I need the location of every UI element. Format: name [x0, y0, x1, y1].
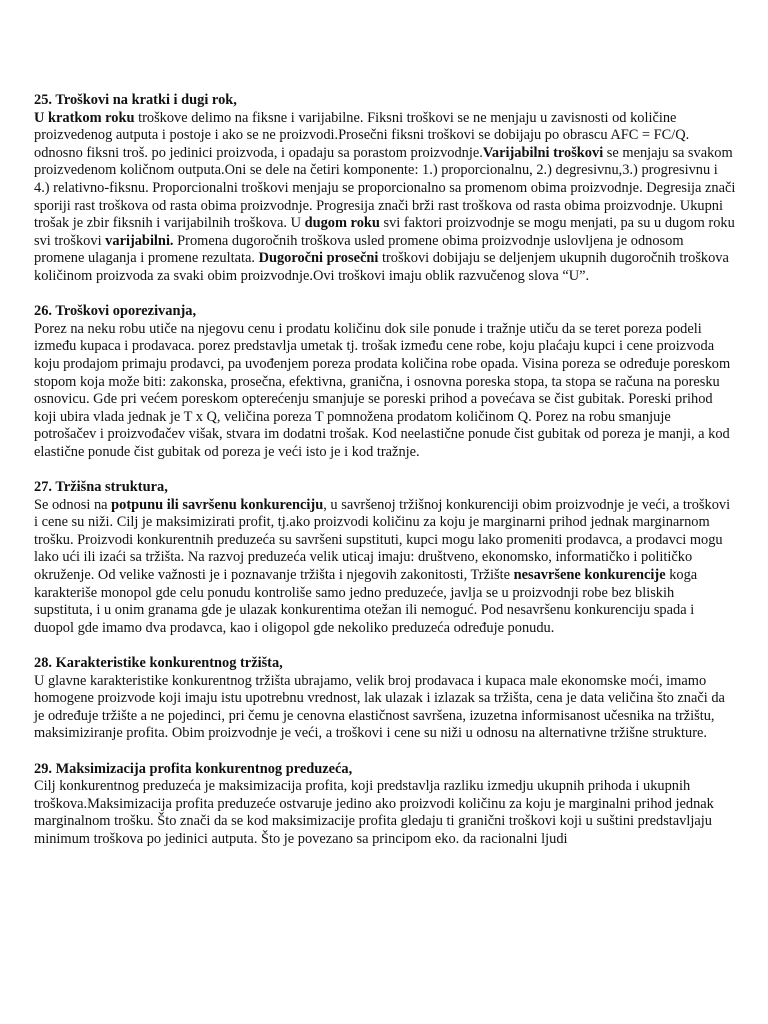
section-29: [34, 761, 736, 849]
bold-term: nesavršene konkurencije: [513, 567, 666, 584]
text-run: Porez na neku robu utiče na njegovu cenu i prodatu količinu dok sile ponude i tražnje utiču da se teret poreza podeli između kupaca i prodavaca. porez predstavlja umetak tj. trošak između cene robe, koju plaćaju kupci i cene proizvoda koju prodajom primaju prodavci, pa uvođenjem poreza prodata količina robe opada. Visina poreza se određuje poreskom stopom koja može biti: zakonska, prosečna, efektivna, granična, i osnovna poreska stopa, ta stopa se računa na poresku osnovicu. Gde pri većem poreskom opterećenju smanjuje se poreski prihod a povećava se čist gubitak. Poreski prihod koji ubira vlada jednak je T x Q, veličina poreza T pomnožena prodatom količinom Q. Porez na robu smanjuje potrošačev i proizvođačev višak, stvara im dodatni trošak. Kod neelastične ponude čist gubitak od poreza je manji, a kod elastične ponude čist gubitak od poreza je veći isto je i kod tražnje.: [34, 320, 731, 460]
text-run: U glavne karakteristike konkurentnog tržišta ubrajamo, velik broj prodavaca i kupaca male ekonomske moći, imamo homogene proizvode koji imaju istu upotrebnu vrednost, lak ulazak i izlazak sa tržišta, cena je data veličina što znači da je određuje tržište a ne pojedinci, pri čemu je cenovna elastičnost savršena, izuzetna informisanost učesnika na tržištu, maksimiziranje profita. Obim proizvodnje je veći, a troškovi i cene su niži u odnosu na alternativne tržišne strukture.: [34, 672, 725, 742]
bold-term: U kratkom roku: [34, 109, 135, 126]
bold-term: Varijabilni troškovi: [482, 144, 604, 161]
text-run: se menjaju sa svakom proizvedenom količnom outputa.Oni se dele na četiri komponente: 1.) proporcionalnu, 2.) degresivnu,3.) progresivnu i 4.) relativno-fiksnu. Proporcionalni troškovi menjaju se proporcionalno sa promenom obima proizvodnje. Degresija znači sporiji rast troškova od rasta obima proizvodnje. Progresija znači brži rast troškova od rasta obima proizvodnje. Ukupni trošak je zbir fiksnih i varijabilnih troškova. U: [34, 144, 736, 232]
section-body: [34, 778, 736, 848]
section-body: [34, 321, 736, 462]
section-26: [34, 303, 736, 461]
section-25: [34, 92, 736, 286]
text-run: koga karakteriše monopol gde celu ponudu kontroliše samo jedno preduzeće, javlja se u proizvodnji robe bez bliskih supstituta, i u onim granama gde je ulazak konkurentima otežan ili nemoguć. Pod nesavršenu konkurenciju spada i duopol gde imamo dva prodavca, kao i oligopol gde nekoliko preduzeća određuje ponudu.: [34, 567, 698, 636]
text-run: troškovi dobijaju se deljenjem ukupnih dugoročnih troškova količinom proizvoda za svaki obim proizvodnje.Ovi troškovi imaju oblik razvučenog slova “U”.: [34, 250, 729, 284]
section-body: [34, 110, 736, 286]
text-run: Promena dugoročnih troškova usled promene obima proizvodnje uslovljena je odnosom promene ulaganja i promene rezultata.: [34, 232, 684, 267]
section-heading: 26. Troškovi oporezivanja,: [34, 303, 197, 320]
bold-term: Dugoročni prosečni: [258, 250, 379, 267]
document-page: [34, 92, 736, 866]
bold-term: potpunu ili savršenu konkurenciju: [111, 496, 324, 513]
text-run: Cilj konkurentnog preduzeća je maksimizacija profita, koji predstavlja razliku izmedju ukupnih prihoda i ukupnih troškova.Maksimizacija profita preduzeće ostvaruje jedino ako proizvodi količinu za koju je marginalni prihod jednak marginalnom trošku. Što znači da se kod maksimizacije profita gledaju ti granični troškovi koji u suštini predstavljaju minimum troškova po jedinici autputa. Što je povezano sa principom eko. da racionalni ljudi: [34, 778, 714, 847]
bold-term: dugom roku: [304, 215, 380, 232]
text-run: troškove delimo na fiksne i varijabilne. Fiksni troškovi se ne menjaju u zavisnosti od količine proizvedenog autputa i postoje i ako se ne proizvodi.Prosečni fiksni troškovi se dobijaju po obrascu AFC = FC/Q. odnosno fiksni troš. po jedinici proizvoda, i opadaju sa porastom proizvodnje.: [34, 109, 690, 161]
section-27: [34, 479, 736, 637]
section-heading: 25. Troškovi na kratki i dugi rok,: [34, 92, 237, 108]
text-run: , u savršenoj tržišnoj konkurenciji obim proizvodnje je veći, a troškovi i cene su niži. Cilj je maksimizirati profit, tj.ako proizvodi količinu za koju je marginarni prihod jednak marginarnom trošku. Proizvodi konkurentnih preduzeća su savršeni supstituti, kupci mogu lako promeniti prodavca, a prodavci mogu lako ući ili izaći sa tržišta. Na razvoj preduzeća velik uticaj imaju: društveno, ekonomsko, informatičko i političko okruženje. Od velike važnosti je i poznavanje tržišta i njegovih zakonitosti, Tržište: [34, 496, 731, 584]
section-body: [34, 497, 736, 638]
text-run: Se odnosi na: [34, 496, 112, 513]
section-heading: 28. Karakteristike konkurentnog tržišta,: [34, 655, 283, 671]
section-heading: 27. Tržišna struktura,: [34, 479, 168, 496]
section-body: [34, 673, 736, 743]
section-heading: 29. Maksimizacija profita konkurentnog preduzeća,: [34, 760, 353, 777]
section-28: [34, 655, 736, 743]
bold-term: varijabilni.: [105, 232, 174, 249]
text-run: svi faktori proizvodnje se mogu menjati, pa su u dugom roku svi troškovi: [34, 215, 735, 249]
